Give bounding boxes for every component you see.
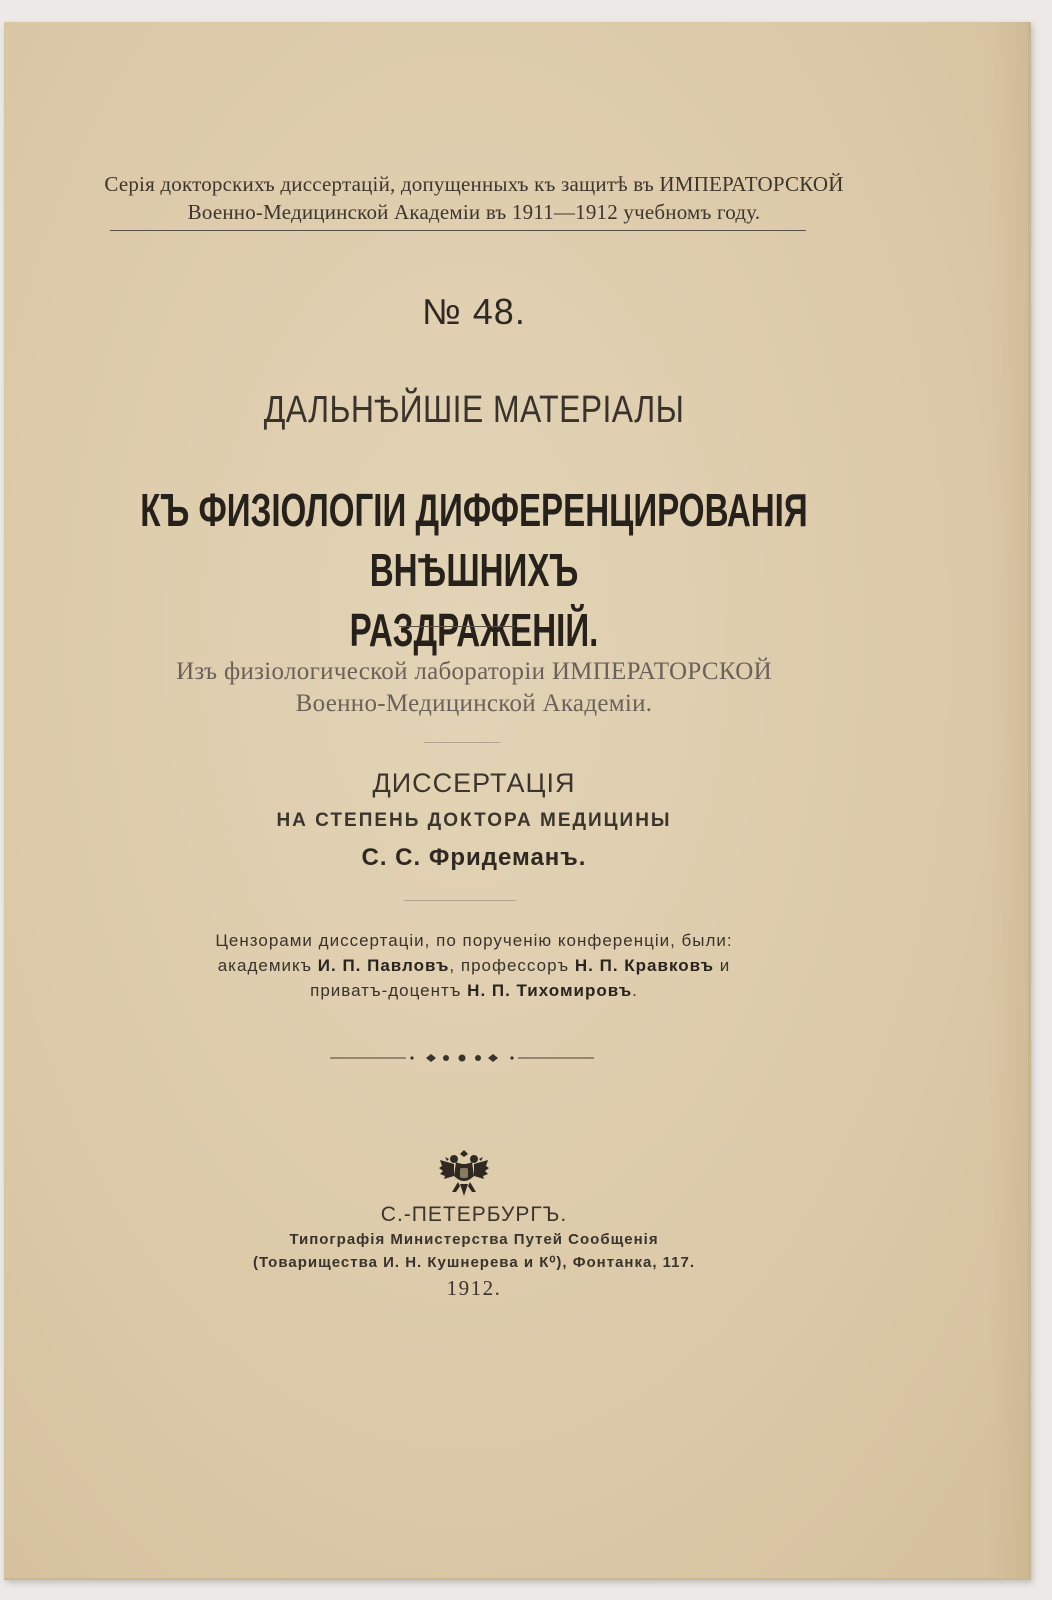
censor-end: . — [632, 981, 638, 1000]
censors-note — [4, 928, 944, 1003]
censors-line-2 — [4, 953, 944, 978]
author-divider — [404, 900, 516, 901]
censor-sep-2: и — [719, 956, 731, 975]
title-line-1: ДАЛЬНѢЙШІЕ МАТЕРІАЛЫ — [263, 389, 685, 431]
lab-divider — [424, 742, 500, 743]
series-line-1: Серія докторскихъ диссертацій, допущенныхъ къ защитѣ въ ИМПЕРАТОРСКОЙ — [104, 172, 844, 196]
laboratory-note — [4, 656, 944, 720]
author-name: С. С. Фридеманъ. — [361, 844, 587, 871]
censor-name-3: Н. П. Тихомировъ — [467, 981, 633, 1000]
title-page — [4, 22, 1031, 1580]
press-line-1: Типографія Министерства Путей Сообщенія — [289, 1231, 659, 1248]
censor-sep-1: , профессоръ — [449, 956, 570, 975]
title-line-2: КЪ ФИЗІОЛОГІИ ДИФФЕРЕНЦИРОВАНІЯ ВНѢШНИХЪ — [140, 484, 808, 596]
main-title — [136, 480, 813, 660]
double-headed-eagle-icon — [438, 1146, 490, 1200]
series-line-2: Военно-Медицинской Академіи въ 1911—1912 учебномъ году. — [187, 200, 761, 224]
dissertation-label: ДИССЕРТАЦІЯ — [372, 768, 576, 798]
issue-number: № 48. — [422, 291, 526, 332]
header-rule — [110, 230, 806, 231]
laboratory-line-1: Изъ физіологической лабораторіи ИМПЕРАТОРСКОЙ — [176, 658, 772, 685]
title-line-3: РАЗДРАЖЕНІЙ. — [349, 604, 599, 656]
diamond-dot-ornament-icon — [330, 1048, 594, 1068]
press-line-2: (Товарищества И. Н. Кушнерева и К⁰), Фонтанка, 117. — [252, 1254, 696, 1271]
laboratory-line-2: Военно-Медицинской Академіи. — [295, 690, 653, 717]
censor-name-1: И. П. Павловъ — [317, 956, 450, 975]
censor-name-2: Н. П. Кравковъ — [574, 956, 715, 975]
censor-title-3: приватъ-доцентъ — [310, 981, 462, 1000]
censors-line-3 — [4, 978, 944, 1003]
series-header — [4, 170, 944, 226]
imprint-press — [4, 1228, 944, 1274]
title-divider — [399, 626, 515, 627]
imprint-city: С.-ПЕТЕРБУРГЪ. — [380, 1203, 568, 1226]
censors-intro: Цензорами диссертаціи, по порученію конференціи, были: — [215, 931, 733, 950]
imprint-year: 1912. — [446, 1276, 502, 1300]
censor-title-1: академикъ — [217, 956, 313, 975]
degree-line: НА СТЕПЕНЬ ДОКТОРА МЕДИЦИНЫ — [276, 810, 672, 831]
